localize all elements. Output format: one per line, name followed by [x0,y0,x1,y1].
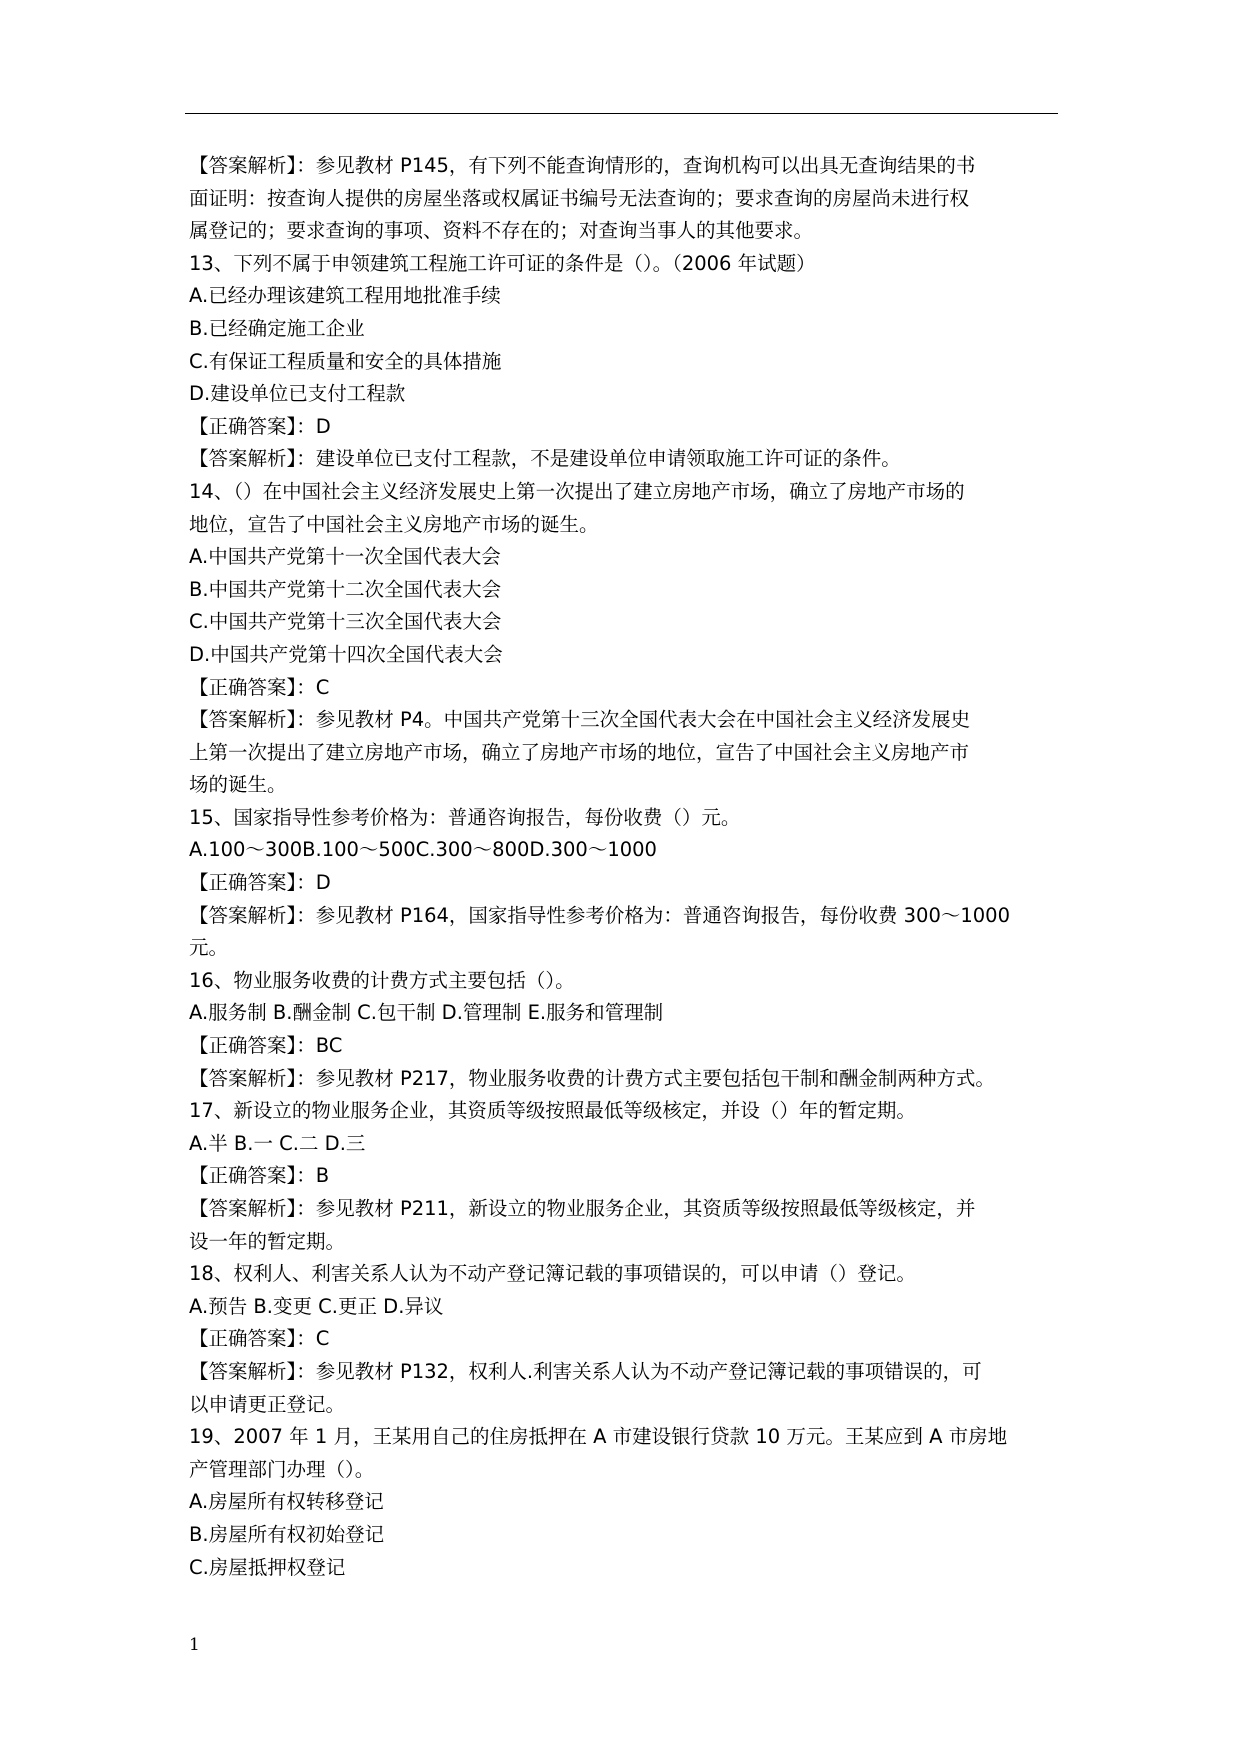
document-body [189,150,1059,1584]
text-line: C.房屋抵押权登记 [189,1555,346,1579]
text-line: C.有保证工程质量和安全的具体措施 [189,349,502,373]
text-line: 13、下列不属于申领建筑工程施工许可证的条件是（）。（2006 年试题） [189,251,816,275]
text-line: 【答案解析】：建设单位已支付工程款，不是建设单位申请领取施工许可证的条件。 [189,447,901,471]
text-line: 设一年的暂定期。 [189,1229,346,1253]
text-line: 15、国家指导性参考价格为：普通咨询报告，每份收费（）元。 [189,805,741,829]
text-line: 【正确答案】：B [189,1164,330,1188]
text-line: 以申请更正登记。 [189,1392,346,1416]
text-line: 【答案解析】：参见教材 P145，有下列不能查询情形的，查询机构可以出具无查询结果的书 [189,154,976,177]
page-number: 1 [189,1635,200,1655]
text-line: C.中国共产党第十三次全国代表大会 [189,610,502,634]
text-line: 地位，宣告了中国社会主义房地产市场的诞生。 [189,512,599,536]
text-line: A.房屋所有权转移登记 [189,1490,384,1514]
text-line: A.服务制 B.酬金制 C.包干制 D.管理制 E.服务和管理制 [189,1001,664,1025]
text-line: 17、新设立的物业服务企业，其资质等级按照最低等级核定，并设（）年的暂定期。 [189,1099,916,1123]
header-rule [185,113,1058,114]
text-line: 【正确答案】：C [189,675,330,699]
text-line: 【正确答案】：C [189,1327,330,1351]
text-line: A.已经办理该建筑工程用地批准手续 [189,284,501,308]
text-line: 【答案解析】：参见教材 P217，物业服务收费的计费方式主要包括包干制和酬金制两种方式。 [189,1066,995,1090]
text-line: 【正确答案】：BC [189,1034,343,1058]
text-line: D.中国共产党第十四次全国代表大会 [189,642,503,666]
text-line: B.房屋所有权初始登记 [189,1522,385,1546]
text-line: 【答案解析】：参见教材 P211，新设立的物业服务企业，其资质等级按照最低等级核定，并 [189,1197,976,1220]
text-line: 场的诞生。 [189,773,287,797]
text-line: 属登记的；要求查询的事项、资料不存在的；对查询当事人的其他要求。 [189,219,814,243]
text-line: 16、物业服务收费的计费方式主要包括（）。 [189,968,575,992]
text-line: 18、权利人、利害关系人认为不动产登记簿记载的事项错误的，可以申请（）登记。 [189,1262,916,1286]
text-line: A.预告 B.变更 C.更正 D.异议 [189,1294,444,1318]
text-line: 【答案解析】：参见教材 P4。中国共产党第十三次全国代表大会在中国社会主义经济发展史 [189,708,971,732]
text-line: 【正确答案】：D [189,414,331,438]
text-line: 【正确答案】：D [189,871,331,895]
text-line: B.已经确定施工企业 [189,316,365,340]
text-line: 面证明：按查询人提供的房屋坐落或权属证书编号无法查询的；要求查询的房屋尚未进行权 [189,186,970,210]
text-line: D.建设单位已支付工程款 [189,382,406,406]
text-line: 19、2007 年 1 月，王某用自己的住房抵押在 A 市建设银行贷款 10 万元。王某应到 A 市房地 [189,1425,1008,1449]
text-line: 产管理部门办理（）。 [189,1457,375,1481]
text-line: A.中国共产党第十一次全国代表大会 [189,545,501,569]
text-line: 上第一次提出了建立房地产市场，确立了房地产市场的地位，宣告了中国社会主义房地产市 [189,740,970,764]
text-line: 【答案解析】：参见教材 P132，权利人.利害关系人认为不动产登记簿记载的事项错误的，可 [189,1359,982,1383]
text-line: 14、（）在中国社会主义经济发展史上第一次提出了建立房地产市场，确立了房地产市场的 [189,479,965,503]
text-line: A.半 B.一 C.二 D.三 [189,1131,366,1155]
text-line: 元。 [189,936,229,960]
text-line: B.中国共产党第十二次全国代表大会 [189,577,502,601]
text-line: 【答案解析】：参见教材 P164，国家指导性参考价格为：普通咨询报告，每份收费 300～1000 [189,903,1010,927]
text-line: A.100～300B.100～500C.300～800D.300～1000 [189,838,657,862]
